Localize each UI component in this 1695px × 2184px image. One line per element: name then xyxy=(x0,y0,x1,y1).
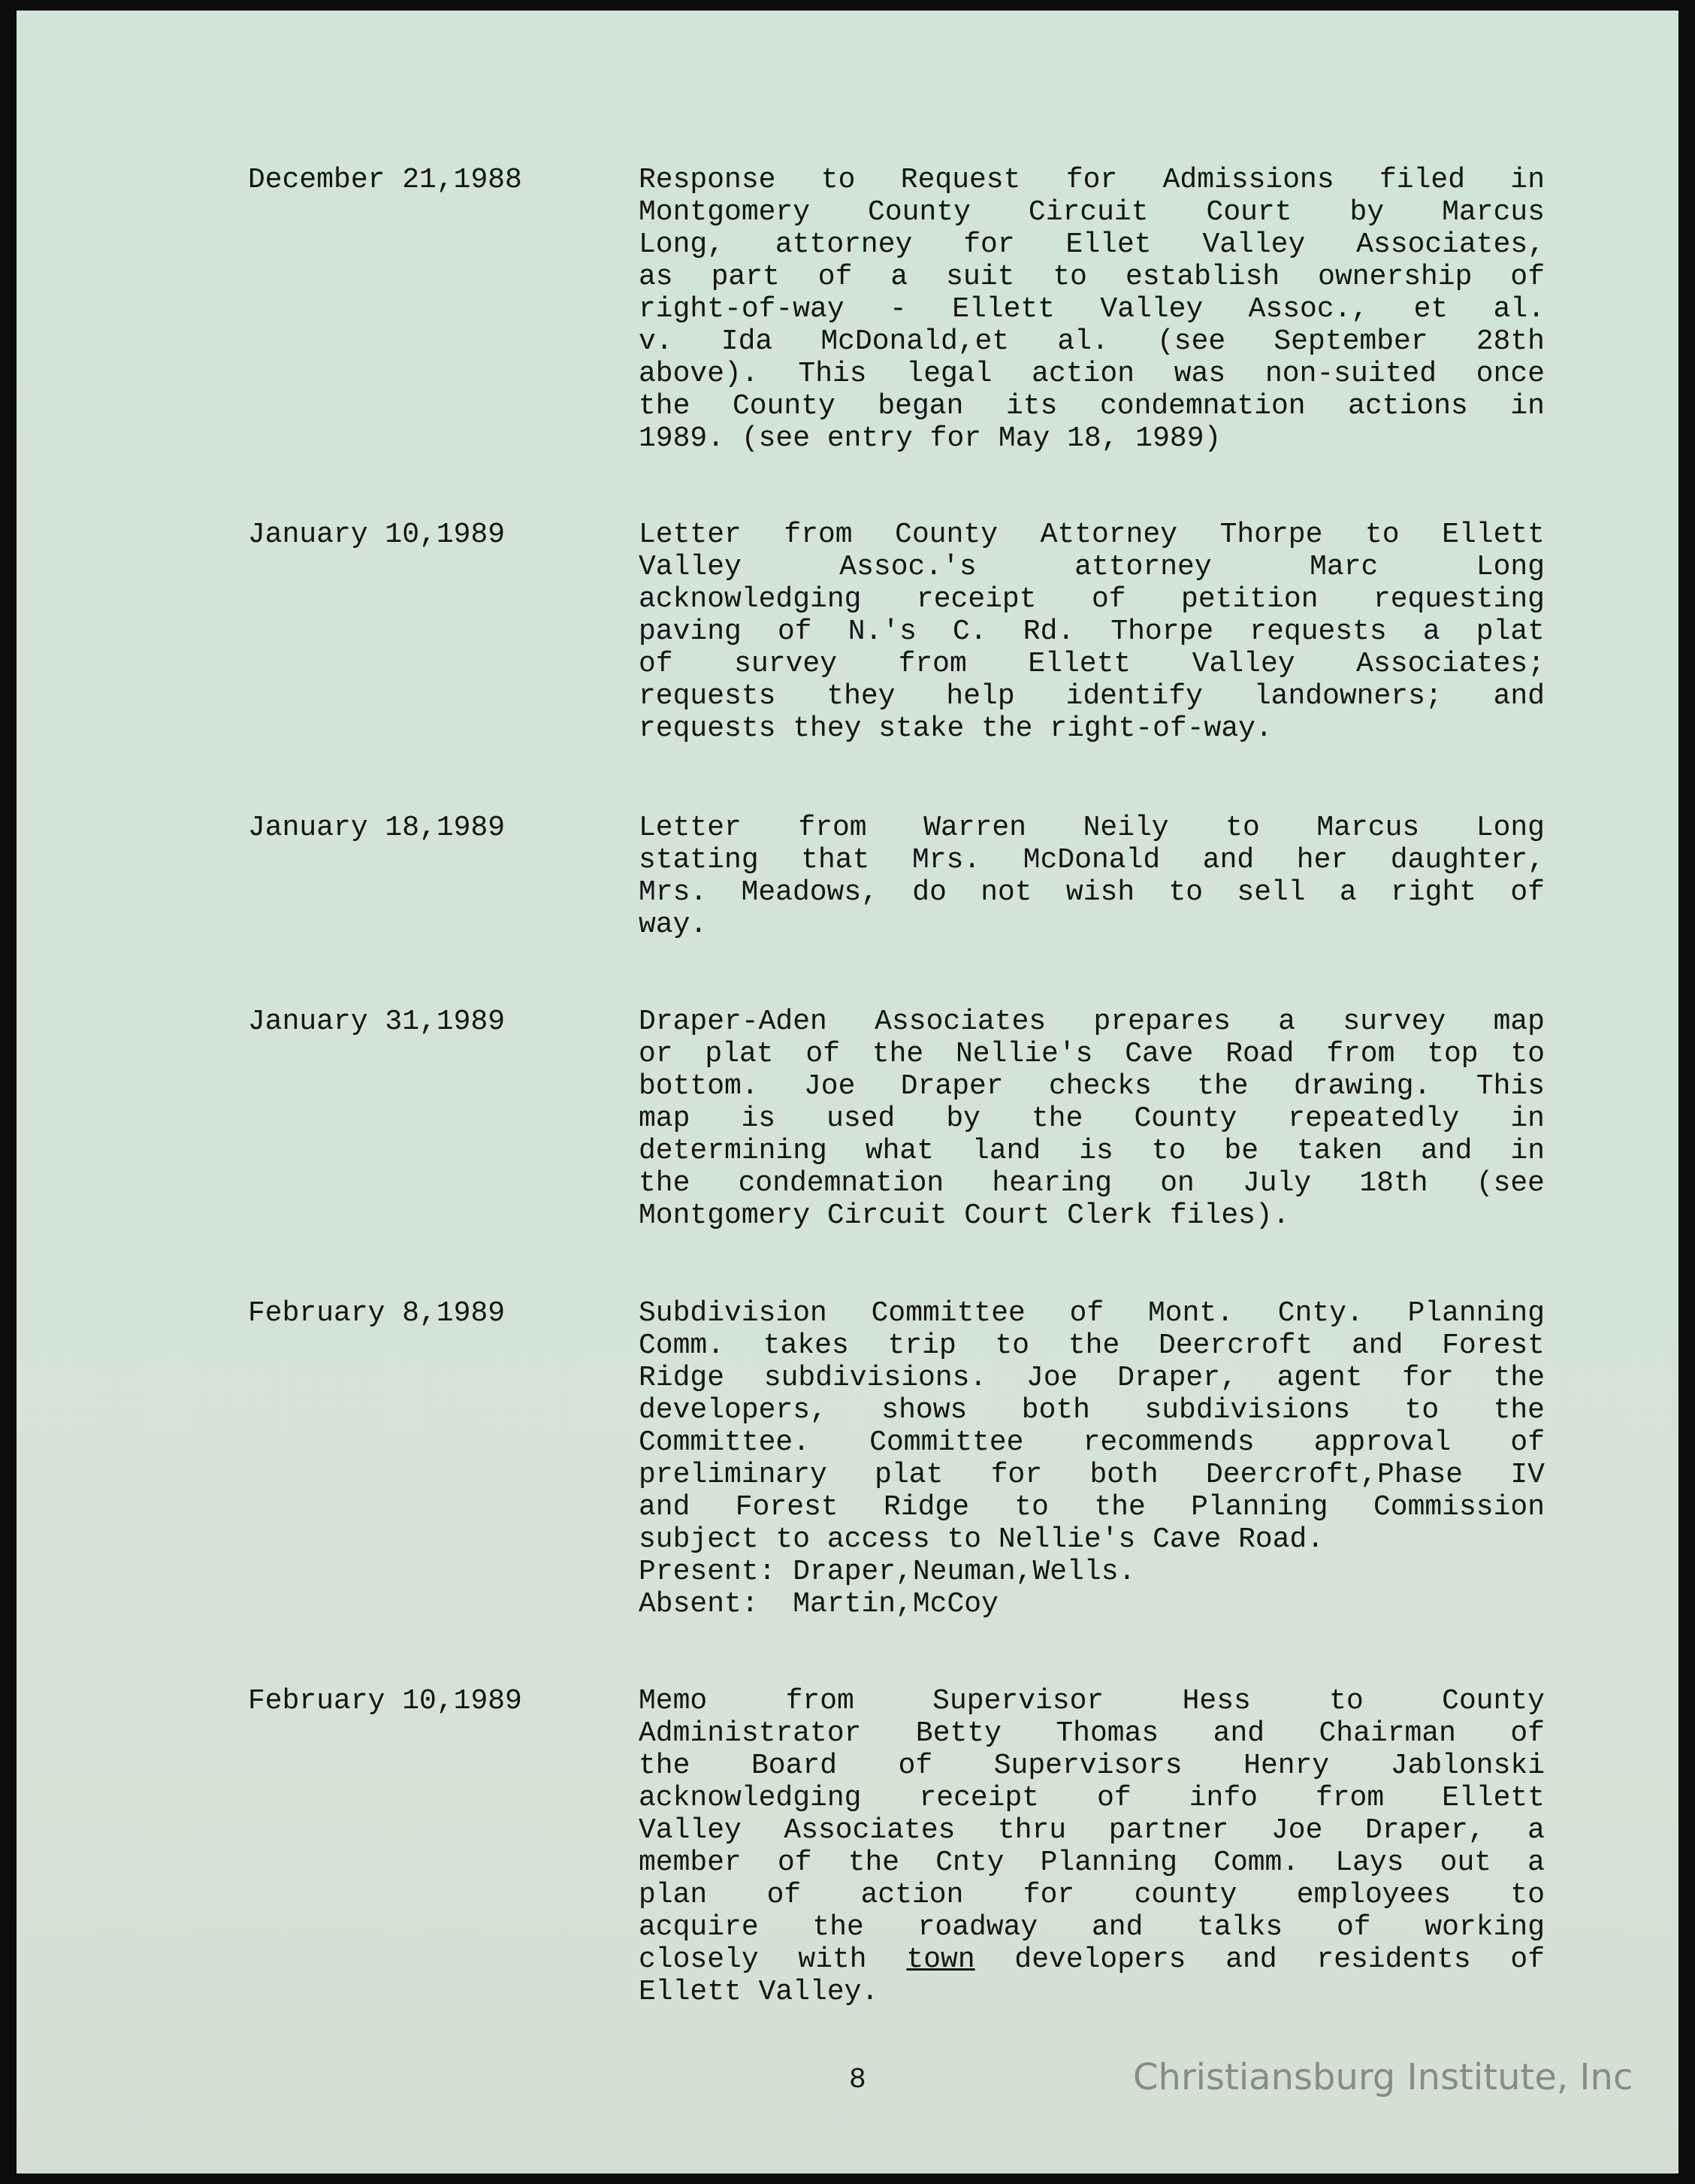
text-segment: closely with xyxy=(639,1944,867,1976)
text-line: determining what land is to be taken and in xyxy=(639,1135,1545,1167)
text-line: stating that Mrs. McDonald and her daughter, xyxy=(639,844,1545,876)
text-line: above). This legal action was non-suited once xyxy=(639,358,1545,390)
document-page xyxy=(17,11,1678,2173)
text-line: requests they stake the right-of-way. xyxy=(639,712,1273,745)
text-line: Comm. takes trip to the Deercroft and Forest xyxy=(639,1329,1545,1362)
text-line: Response to Request for Admissions filed in xyxy=(639,164,1545,196)
text-line: member of the Cnty Planning Comm. Lays out a xyxy=(639,1847,1545,1879)
absent-line: Absent: Martin,McCoy xyxy=(639,1588,999,1620)
text-line: acknowledging receipt of petition requesting xyxy=(639,583,1545,616)
text-segment: developers and residents of xyxy=(1014,1944,1545,1976)
text-line: Long, attorney for Ellet Valley Associates, xyxy=(639,228,1545,261)
text-line: Administrator Betty Thomas and Chairman of xyxy=(639,1717,1545,1750)
text-line: way. xyxy=(639,909,708,941)
text-line: Valley Assoc.'s attorney Marc Long xyxy=(639,551,1545,583)
entry-date: February 8,1989 xyxy=(248,1297,506,1329)
text-line: Letter from Warren Neily to Marcus Long xyxy=(639,812,1545,844)
text-line: bottom. Joe Draper checks the drawing. This xyxy=(639,1070,1545,1103)
text-line: requests they help identify landowners; and xyxy=(639,680,1545,712)
text-line: Ellett Valley. xyxy=(639,1976,879,2008)
text-line: as part of a suit to establish ownership of xyxy=(639,261,1545,293)
entry-text xyxy=(639,164,1545,455)
text-line: Montgomery County Circuit Court by Marcus xyxy=(639,196,1545,228)
text-line: of survey from Ellett Valley Associates; xyxy=(639,648,1545,680)
watermark: Christiansburg Institute, Inc xyxy=(1133,2056,1633,2098)
text-line: Mrs. Meadows, do not wish to sell a right of xyxy=(639,876,1545,909)
entry-date: December 21,1988 xyxy=(248,164,522,196)
text-line: developers, shows both subdivisions to the xyxy=(639,1394,1545,1426)
text-line: subject to access to Nellie's Cave Road. xyxy=(639,1523,1325,1556)
entry-date: January 10,1989 xyxy=(248,519,506,551)
entry-date: January 31,1989 xyxy=(248,1006,506,1038)
page-number: 8 xyxy=(849,2064,866,2096)
text-line: Committee. Committee recommends approval of xyxy=(639,1426,1545,1459)
entry-text xyxy=(639,1297,1545,1620)
text-line: and Forest Ridge to the Planning Commission xyxy=(639,1491,1545,1523)
entry-date: February 10,1989 xyxy=(248,1685,522,1717)
text-line: acknowledging receipt of info from Ellett xyxy=(639,1782,1545,1814)
text-line: plan of action for county employees to xyxy=(639,1879,1545,1911)
entry-date: January 18,1989 xyxy=(248,812,506,844)
text-line-with-underline xyxy=(639,1944,1545,1976)
text-line: Valley Associates thru partner Joe Draper, a xyxy=(639,1814,1545,1847)
text-line: or plat of the Nellie's Cave Road from top to xyxy=(639,1038,1545,1070)
text-line: acquire the roadway and talks of working xyxy=(639,1911,1545,1944)
present-line: Present: Draper,Neuman,Wells. xyxy=(639,1556,1136,1588)
text-line: the Board of Supervisors Henry Jablonski xyxy=(639,1750,1545,1782)
entry-text xyxy=(639,519,1545,745)
text-line: right-of-way - Ellett Valley Assoc., et al. xyxy=(639,293,1545,325)
underlined-word: town xyxy=(906,1944,975,1976)
text-line: preliminary plat for both Deercroft,Phase IV xyxy=(639,1459,1545,1491)
text-line: Ridge subdivisions. Joe Draper, agent for the xyxy=(639,1362,1545,1394)
text-line: Memo from Supervisor Hess to County xyxy=(639,1685,1545,1717)
text-line: Montgomery Circuit Court Clerk files). xyxy=(639,1199,1290,1232)
text-line: the condemnation hearing on July 18th (see xyxy=(639,1167,1545,1199)
text-line: map is used by the County repeatedly in xyxy=(639,1103,1545,1135)
text-line: paving of N.'s C. Rd. Thorpe requests a plat xyxy=(639,616,1545,648)
text-line: the County began its condemnation actions in xyxy=(639,390,1545,422)
text-line: Letter from County Attorney Thorpe to Ellett xyxy=(639,519,1545,551)
text-line: v. Ida McDonald,et al. (see September 28th xyxy=(639,325,1545,358)
entry-text xyxy=(639,1685,1545,2008)
text-line: 1989. (see entry for May 18, 1989) xyxy=(639,422,1222,455)
text-line: Draper-Aden Associates prepares a survey map xyxy=(639,1006,1545,1038)
text-line: Subdivision Committee of Mont. Cnty. Planning xyxy=(639,1297,1545,1329)
entry-text xyxy=(639,812,1545,941)
entry-text xyxy=(639,1006,1545,1232)
